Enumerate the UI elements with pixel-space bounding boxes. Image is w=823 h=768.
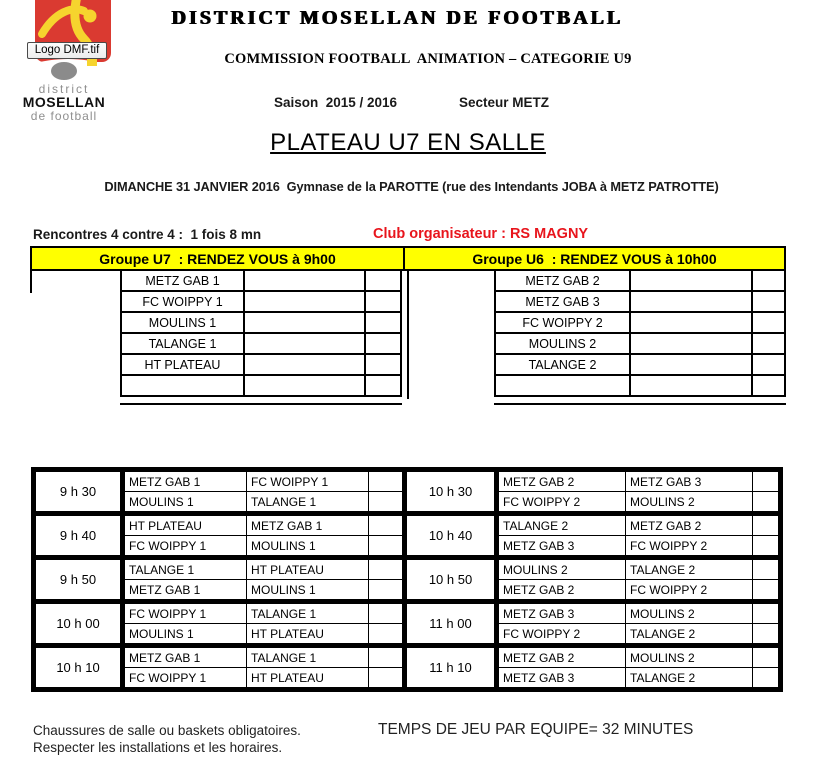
match-row (499, 579, 778, 599)
team-home: METZ GAB 2 (499, 648, 626, 667)
score-cell (753, 624, 778, 643)
table-row (496, 332, 784, 353)
group-header-band (30, 246, 786, 271)
team-name: MOULINS 2 (496, 334, 631, 353)
team-away: MOULINS 2 (626, 648, 753, 667)
organizer-note: Club organisateur : RS MAGNY (373, 226, 589, 242)
schedule-half-u6 (402, 560, 778, 599)
team-away: TALANGE 1 (247, 648, 369, 667)
team-home: FC WOIPPY 1 (125, 604, 247, 623)
match-row (125, 604, 402, 623)
team-home: METZ GAB 3 (499, 604, 626, 623)
match-row (499, 648, 778, 667)
time-slot: 11 h 10 (407, 648, 499, 687)
document-title: DISTRICT MOSELLAN DE FOOTBALL (171, 7, 624, 29)
time-slot: 10 h 10 (36, 648, 125, 687)
table-border-stub-right (407, 271, 409, 399)
table-row (122, 290, 400, 311)
team-home: METZ GAB 2 (499, 580, 626, 599)
team-home: METZ GAB 2 (499, 472, 626, 491)
match-row (499, 535, 778, 555)
table-row-empty (496, 374, 784, 395)
team-away: METZ GAB 3 (626, 472, 753, 491)
empty-cell (631, 355, 753, 374)
empty-cell (631, 313, 753, 332)
team-away: MOULINS 1 (247, 580, 369, 599)
footer-note-respect: Respecter les installations et les horaires. (33, 740, 283, 755)
team-home: FC WOIPPY 1 (125, 536, 247, 555)
match-row (125, 535, 402, 555)
logo-caption-line1: district (38, 82, 90, 96)
schedule-half-u7 (36, 516, 402, 555)
logo-filename-text: Logo DMF.tif (34, 44, 100, 56)
team-home: HT PLATEAU (125, 516, 247, 535)
team-away: MOULINS 1 (247, 536, 369, 555)
team-home: METZ GAB 3 (499, 536, 626, 555)
score-cell (753, 580, 778, 599)
schedule-half-u6 (402, 516, 778, 555)
schedule-block (36, 643, 778, 687)
table-row (122, 332, 400, 353)
table-border-stub-left (30, 271, 32, 293)
empty-cell (753, 355, 784, 374)
match-pairs (499, 560, 778, 599)
team-away: HT PLATEAU (247, 560, 369, 579)
team-away: FC WOIPPY 1 (247, 472, 369, 491)
team-name: METZ GAB 1 (122, 271, 245, 290)
team-away: FC WOIPPY 2 (626, 580, 753, 599)
empty-cell (631, 376, 753, 395)
team-name: METZ GAB 2 (496, 271, 631, 290)
empty-cell (631, 334, 753, 353)
roster-double-border-right (494, 403, 786, 405)
empty-cell (753, 376, 784, 395)
schedule-half-u7 (36, 604, 402, 643)
score-cell (369, 648, 402, 667)
team-away: TALANGE 1 (247, 492, 369, 511)
score-cell (753, 668, 778, 687)
table-row (122, 353, 400, 374)
schedule-block (36, 472, 778, 511)
team-home: FC WOIPPY 2 (499, 492, 626, 511)
score-cell (753, 560, 778, 579)
match-pairs (499, 472, 778, 511)
match-pairs (125, 648, 402, 687)
match-row (499, 516, 778, 535)
match-pairs (499, 516, 778, 555)
schedule-half-u6 (402, 472, 778, 511)
score-cell (369, 604, 402, 623)
logo-filename-badge (27, 42, 107, 59)
empty-cell (366, 271, 400, 290)
team-away: HT PLATEAU (247, 624, 369, 643)
footer-playtime: TEMPS DE JEU PAR EQUIPE= 32 MINUTES (378, 721, 694, 738)
team-home: METZ GAB 1 (125, 472, 247, 491)
time-slot: 10 h 30 (407, 472, 499, 511)
team-away: TALANGE 2 (626, 624, 753, 643)
team-name: TALANGE 1 (122, 334, 245, 353)
empty-cell (631, 271, 753, 290)
schedule-block (36, 599, 778, 643)
score-cell (369, 472, 402, 491)
season-sector-line (0, 95, 823, 110)
team-home: METZ GAB 3 (499, 668, 626, 687)
team-home: METZ GAB 1 (125, 580, 247, 599)
team-away: METZ GAB 1 (247, 516, 369, 535)
table-row-empty (122, 374, 400, 395)
schedule-half-u7 (36, 472, 402, 511)
schedule-block (36, 511, 778, 555)
match-schedule-table (31, 467, 783, 692)
team-away: METZ GAB 2 (626, 516, 753, 535)
team-away: TALANGE 1 (247, 604, 369, 623)
empty-cell (753, 313, 784, 332)
empty-cell (366, 313, 400, 332)
empty-cell (366, 376, 400, 395)
match-pairs (125, 472, 402, 511)
empty-cell (366, 355, 400, 374)
table-row (496, 353, 784, 374)
match-row (499, 472, 778, 491)
table-row (496, 271, 784, 290)
time-slot: 10 h 50 (407, 560, 499, 599)
team-name: FC WOIPPY 2 (496, 313, 631, 332)
schedule-half-u7 (36, 648, 402, 687)
empty-cell (366, 334, 400, 353)
schedule-half-u6 (402, 648, 778, 687)
score-cell (753, 648, 778, 667)
team-name: METZ GAB 3 (496, 292, 631, 311)
time-slot: 9 h 30 (36, 472, 125, 511)
team-home: TALANGE 2 (499, 516, 626, 535)
team-home: MOULINS 2 (499, 560, 626, 579)
sector-label: Secteur METZ (459, 95, 550, 110)
empty-cell (366, 292, 400, 311)
group-u6-header: Groupe U6 : RENDEZ VOUS à 10h00 (472, 250, 717, 267)
table-row (122, 311, 400, 332)
team-away: FC WOIPPY 2 (626, 536, 753, 555)
empty-cell (753, 271, 784, 290)
match-row (125, 667, 402, 687)
match-row (125, 516, 402, 535)
team-away: TALANGE 2 (626, 560, 753, 579)
time-slot: 9 h 40 (36, 516, 125, 555)
match-pairs (125, 560, 402, 599)
score-cell (369, 560, 402, 579)
table-row (496, 290, 784, 311)
match-row (499, 623, 778, 643)
roster-table-u7 (120, 269, 402, 397)
time-slot: 10 h 40 (407, 516, 499, 555)
empty-cell (245, 313, 366, 332)
team-away: MOULINS 2 (626, 604, 753, 623)
empty-cell (496, 376, 631, 395)
time-slot: 9 h 50 (36, 560, 125, 599)
team-home: METZ GAB 1 (125, 648, 247, 667)
team-away: TALANGE 2 (626, 668, 753, 687)
team-away: MOULINS 2 (626, 492, 753, 511)
team-home: FC WOIPPY 1 (125, 668, 247, 687)
match-format-note: Rencontres 4 contre 4 : 1 fois 8 mn (33, 227, 262, 242)
match-row (499, 491, 778, 511)
match-row (499, 560, 778, 579)
table-row (122, 271, 400, 290)
time-slot: 10 h 00 (36, 604, 125, 643)
match-row (125, 579, 402, 599)
empty-cell (245, 292, 366, 311)
empty-cell (245, 355, 366, 374)
score-cell (369, 580, 402, 599)
logo-caption-line3: de football (30, 109, 98, 123)
team-name: FC WOIPPY 1 (122, 292, 245, 311)
match-row (499, 667, 778, 687)
score-cell (369, 516, 402, 535)
schedule-half-u6 (402, 604, 778, 643)
score-cell (753, 516, 778, 535)
match-pairs (499, 648, 778, 687)
empty-cell (753, 292, 784, 311)
empty-cell (631, 292, 753, 311)
score-cell (369, 668, 402, 687)
team-home: FC WOIPPY 2 (499, 624, 626, 643)
score-cell (753, 492, 778, 511)
team-home: TALANGE 1 (125, 560, 247, 579)
team-name: TALANGE 2 (496, 355, 631, 374)
team-name: MOULINS 1 (122, 313, 245, 332)
event-title: PLATEAU U7 EN SALLE (270, 129, 546, 156)
empty-cell (122, 376, 245, 395)
schedule-half-u7 (36, 560, 402, 599)
commission-subtitle: COMMISSION FOOTBALL ANIMATION – CATEGORIE U9 (224, 51, 632, 67)
match-row (125, 648, 402, 667)
schedule-block (36, 555, 778, 599)
roster-double-border-left (120, 403, 402, 405)
match-row (125, 623, 402, 643)
roster-table-u6 (494, 269, 786, 397)
match-row (125, 560, 402, 579)
footer-note-shoes: Chaussures de salle ou baskets obligatoires. (33, 723, 301, 738)
score-cell (369, 492, 402, 511)
team-home: MOULINS 1 (125, 624, 247, 643)
score-cell (369, 624, 402, 643)
event-date-location: DIMANCHE 31 JANVIER 2016 Gymnase de la PAROTTE (rue des Intendants JOBA à METZ PATROTTE) (104, 179, 719, 194)
empty-cell (245, 271, 366, 290)
score-cell (753, 472, 778, 491)
group-u7-header: Groupe U7 : RENDEZ VOUS à 9h00 (32, 248, 405, 269)
empty-cell (245, 376, 366, 395)
match-pairs (499, 604, 778, 643)
match-row (125, 491, 402, 511)
time-slot: 11 h 00 (407, 604, 499, 643)
empty-cell (245, 334, 366, 353)
match-pairs (125, 604, 402, 643)
match-row (499, 604, 778, 623)
match-pairs (125, 516, 402, 555)
score-cell (753, 604, 778, 623)
score-cell (369, 536, 402, 555)
score-cell (753, 536, 778, 555)
match-row (125, 472, 402, 491)
team-name: HT PLATEAU (122, 355, 245, 374)
team-away: HT PLATEAU (247, 668, 369, 687)
table-row (496, 311, 784, 332)
empty-cell (753, 334, 784, 353)
season-label: Saison 2015 / 2016 (273, 95, 398, 110)
team-home: MOULINS 1 (125, 492, 247, 511)
logo-caption-line2: MOSELLAN (22, 94, 106, 110)
